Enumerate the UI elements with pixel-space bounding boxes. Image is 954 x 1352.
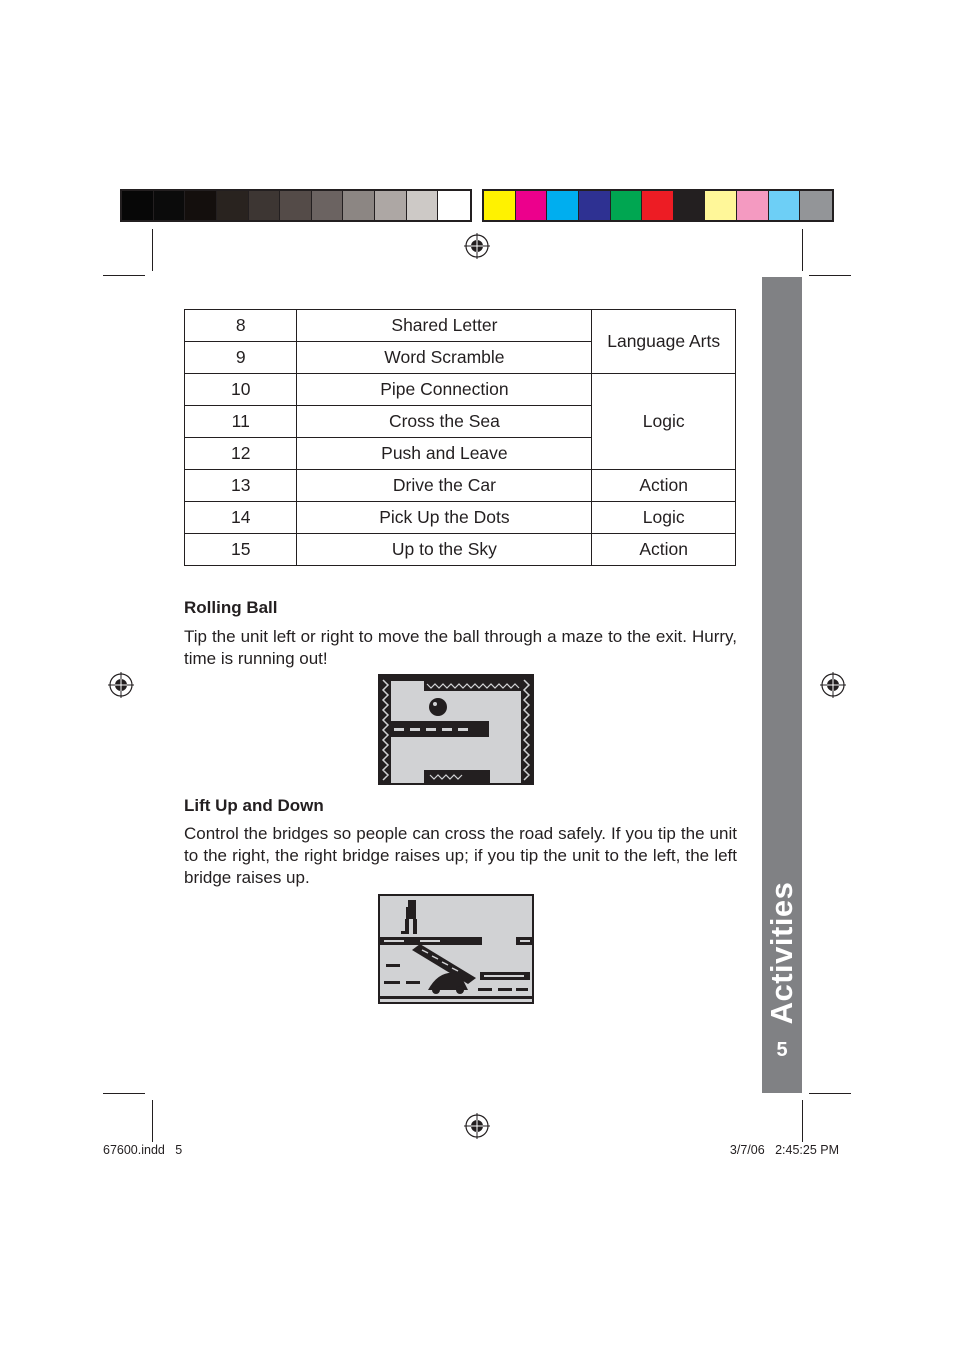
color-swatch: [249, 191, 281, 220]
color-swatch: [800, 191, 832, 220]
color-swatch: [343, 191, 375, 220]
footer-file-name: 67600.indd 5: [103, 1143, 183, 1157]
footer-timestamp: 3/7/06 2:45:25 PM: [729, 1143, 839, 1157]
color-swatch: [611, 191, 643, 220]
color-swatch: [674, 191, 706, 220]
color-swatch: [407, 191, 439, 220]
activity-number: 14: [185, 502, 297, 534]
crop-mark: [802, 1100, 803, 1142]
color-swatch: [312, 191, 344, 220]
activity-number: 13: [185, 470, 297, 502]
crop-mark: [152, 229, 153, 271]
color-swatch: [217, 191, 249, 220]
activities-table: [184, 309, 736, 566]
color-swatch: [737, 191, 769, 220]
rolling-ball-game-screenshot: [378, 674, 534, 785]
color-swatch: [375, 191, 407, 220]
section-title: Activities: [764, 881, 799, 1025]
activity-number: 12: [185, 438, 297, 470]
crop-mark: [103, 275, 145, 276]
activity-name: Push and Leave: [297, 438, 592, 470]
activity-name: Shared Letter: [297, 310, 592, 342]
color-swatch: [154, 191, 186, 220]
activity-name: Word Scramble: [297, 342, 592, 374]
lift-up-and-down-game-screenshot: [378, 894, 534, 1004]
page-number: 5: [776, 1039, 788, 1061]
section-heading-rolling-ball: Rolling Ball: [184, 598, 278, 617]
activity-name: Pipe Connection: [297, 374, 592, 406]
section-side-tab: [762, 277, 802, 1093]
activity-category: Logic: [592, 374, 736, 470]
color-swatch: [547, 191, 579, 220]
color-swatch: [642, 191, 674, 220]
activity-category: Action: [592, 534, 736, 566]
activity-number: 11: [185, 406, 297, 438]
table-row: [185, 310, 736, 342]
table-row: [185, 502, 736, 534]
color-swatch: [484, 191, 516, 220]
crop-mark: [802, 229, 803, 271]
crop-mark: [809, 275, 851, 276]
section-heading-lift-up-and-down: Lift Up and Down: [184, 796, 324, 815]
activity-number: 15: [185, 534, 297, 566]
activity-name: Cross the Sea: [297, 406, 592, 438]
activity-number: 9: [185, 342, 297, 374]
grayscale-color-bar: [120, 189, 472, 222]
table-row: [185, 534, 736, 566]
color-swatch: [516, 191, 548, 220]
section-text-rolling-ball: Tip the unit left or right to move the ball through a maze to the exit. Hurry, time is running out!: [184, 627, 737, 668]
activity-name: Drive the Car: [297, 470, 592, 502]
table-row: [185, 374, 736, 406]
color-swatch: [438, 191, 470, 220]
color-swatch: [705, 191, 737, 220]
registration-mark-icon: [108, 672, 134, 698]
crop-mark: [152, 1100, 153, 1142]
table-row: [185, 470, 736, 502]
activity-number: 10: [185, 374, 297, 406]
activity-category: Action: [592, 470, 736, 502]
maze-illustration: [380, 676, 532, 783]
activity-category: Language Arts: [592, 310, 736, 374]
registration-mark-icon: [464, 1113, 490, 1139]
registration-mark-icon: [464, 233, 490, 259]
color-swatch: [769, 191, 801, 220]
section-text-lift-up-and-down: Control the bridges so people can cross the road safely. If you tip the unit to the right, the right bridge raises up; if you tip the unit to the left, the left bridge raises up.: [184, 824, 737, 887]
activity-name: Up to the Sky: [297, 534, 592, 566]
registration-mark-icon: [820, 672, 846, 698]
crop-mark: [103, 1093, 145, 1094]
color-swatch: [579, 191, 611, 220]
activity-number: 8: [185, 310, 297, 342]
color-swatch: [122, 191, 154, 220]
bridge-illustration: [380, 896, 532, 1002]
process-color-bar: [482, 189, 834, 222]
crop-mark: [809, 1093, 851, 1094]
color-swatch: [185, 191, 217, 220]
activity-category: Logic: [592, 502, 736, 534]
color-swatch: [280, 191, 312, 220]
activity-name: Pick Up the Dots: [297, 502, 592, 534]
